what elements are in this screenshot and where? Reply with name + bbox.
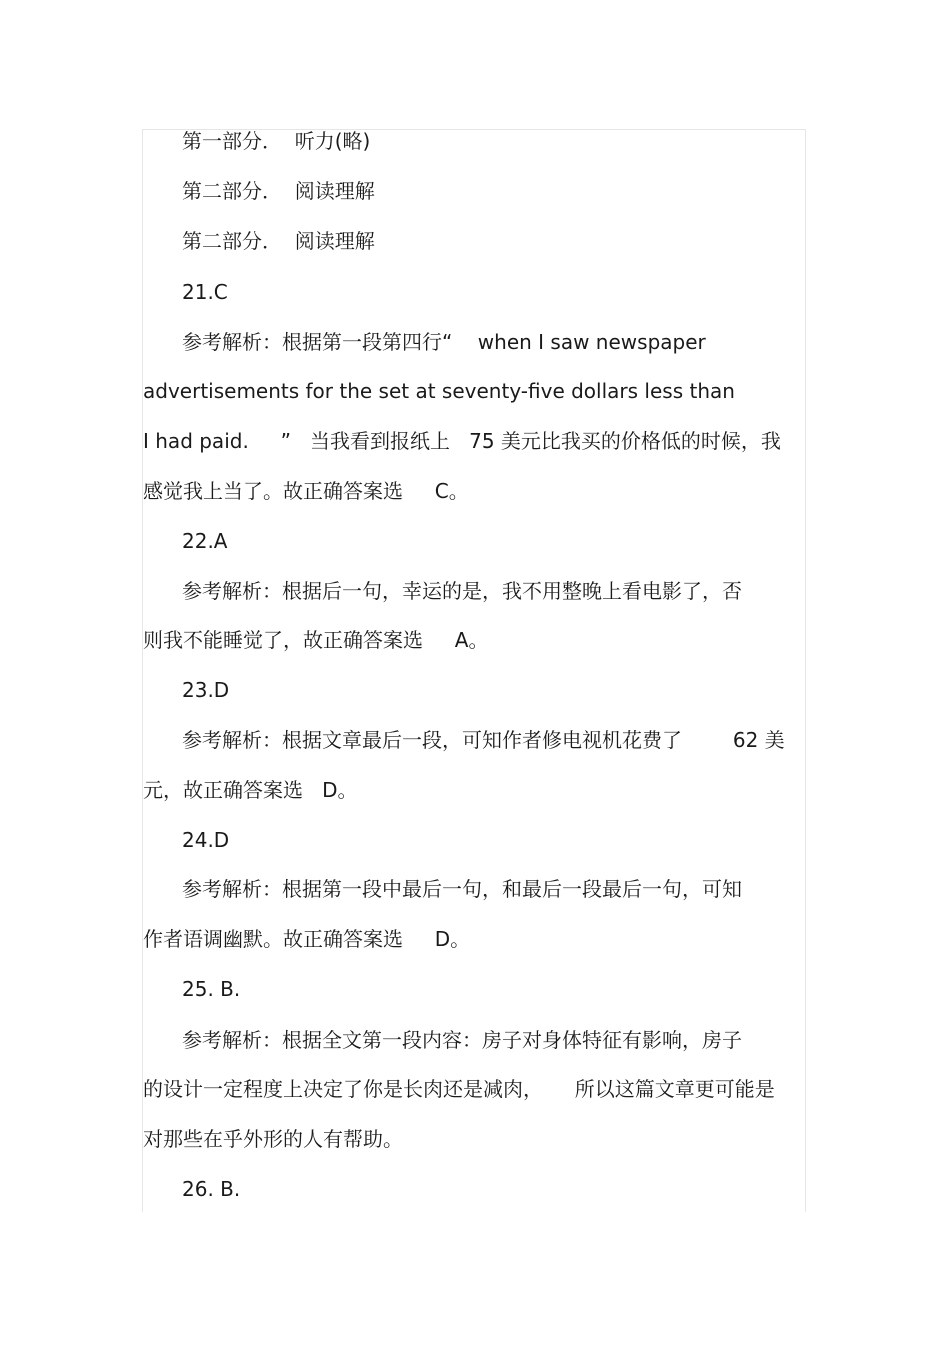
explanation-21-line-4: 感觉我上当了。故正确答案选 C。 — [143, 479, 469, 503]
explanation-22-line-1: 参考解析：根据后一句，幸运的是，我不用整晚上看电影了，否 — [182, 579, 742, 603]
section-heading-listening: 第一部分． 听力(略) — [182, 129, 371, 153]
explanation-21-line-1: 参考解析：根据第一段第四行“ when I saw newspaper — [182, 330, 706, 354]
explanation-23-line-2: 元，故正确答案选 D。 — [143, 778, 358, 802]
explanation-23-line-1: 参考解析：根据文章最后一段，可知作者修电视机花费了 62 美 — [182, 728, 785, 752]
explanation-25-line-1: 参考解析：根据全文第一段内容：房子对身体特征有影响，房子 — [182, 1028, 742, 1052]
section-heading-reading: 第二部分． 阅读理解 — [182, 179, 375, 203]
explanation-25-line-3: 对那些在乎外形的人有帮助。 — [143, 1127, 403, 1151]
answer-23: 23.D — [182, 678, 230, 702]
section-heading-reading-repeat: 第二部分． 阅读理解 — [182, 229, 375, 253]
explanation-24-line-1: 参考解析：根据第一段中最后一句，和最后一段最后一句，可知 — [182, 877, 742, 901]
explanation-21-line-3: I had paid. ” 当我看到报纸上 75 美元比我买的价格低的时候，我 — [143, 429, 781, 453]
explanation-25-line-2: 的设计一定程度上决定了你是长肉还是减肉， 所以这篇文章更可能是 — [143, 1077, 775, 1101]
answer-24: 24.D — [182, 828, 230, 852]
answer-22: 22.A — [182, 529, 228, 553]
answer-26: 26. B. — [182, 1177, 241, 1201]
explanation-21-line-2: advertisements for the set at seventy-five dollars less than — [143, 379, 735, 403]
explanation-22-line-2: 则我不能睡觉了，故正确答案选 A。 — [143, 628, 489, 652]
answer-21: 21.C — [182, 280, 228, 304]
explanation-24-line-2: 作者语调幽默。故正确答案选 D。 — [143, 927, 471, 951]
answer-25: 25. B. — [182, 977, 241, 1001]
